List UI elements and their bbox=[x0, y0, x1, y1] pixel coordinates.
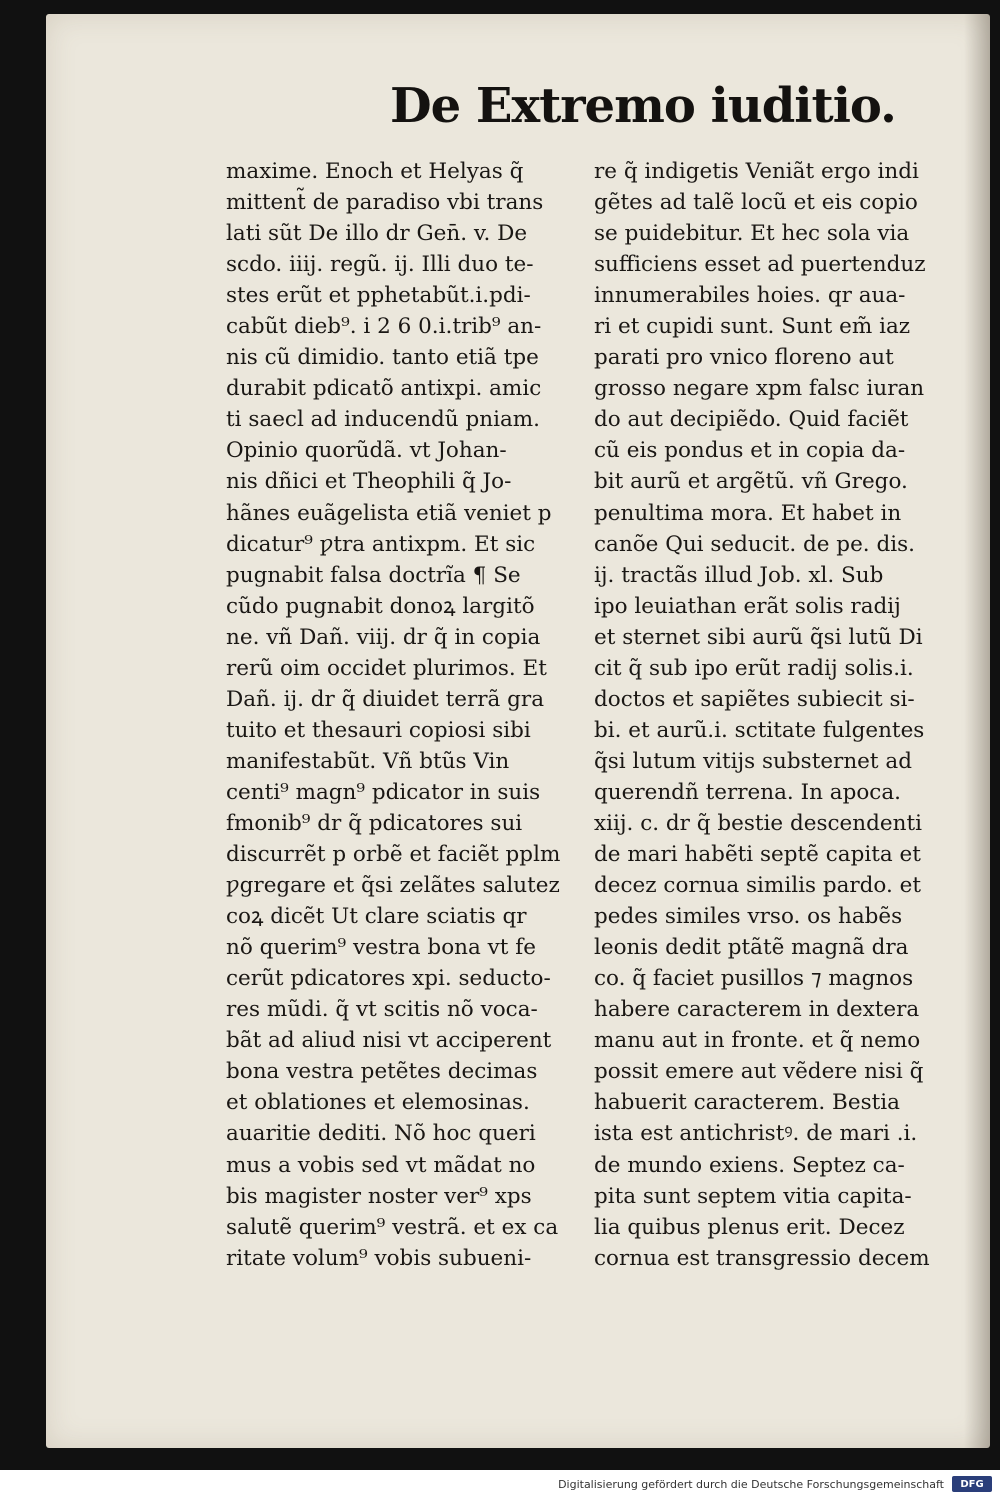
right-column-line: cũ eis pondus et in copia da- bbox=[594, 438, 906, 464]
left-column-line: maxime. Enoch et Helyas q̃ bbox=[226, 159, 524, 184]
left-column-line: lati sũt De illo dr Gen̄. v. De bbox=[226, 221, 528, 247]
right-column-line: pedes similes vrso. os habẽs bbox=[594, 904, 903, 930]
left-column-line: Opinio quorũdã. vt Johan- bbox=[226, 438, 507, 464]
right-column-line: bi. et aurũ.i. sctitate fulgentes bbox=[594, 717, 925, 743]
page-edge-shadow bbox=[964, 14, 990, 1448]
left-column-line: nis dñici et Theophili q̃ Jo- bbox=[226, 469, 512, 495]
right-column-line: q̃si lutum vitijs substernet ad bbox=[594, 748, 912, 774]
right-column-line: grosso negare xpm falsc iuran bbox=[594, 376, 925, 402]
right-column-line: de mundo exiens. Septez ca- bbox=[594, 1152, 905, 1178]
left-column-line: cabũt dieb⁹. i 2 6 0.i.trib⁹ an- bbox=[226, 314, 542, 340]
left-column-line: res mũdi. q̃ vt scitis nõ voca- bbox=[226, 997, 538, 1023]
right-column-line: habuerit caracterem. Bestia bbox=[594, 1090, 900, 1116]
right-column-line: decez cornua similis pardo. et bbox=[594, 873, 922, 899]
right-column-line: cit q̃ sub ipo erũt radij solis.i. bbox=[594, 655, 914, 681]
page-heading: De Extremo iuditio. bbox=[390, 78, 896, 134]
left-column-line: mus a vobis sed vt mãdat no bbox=[226, 1152, 536, 1178]
dfg-logo-text: DFG bbox=[960, 1478, 984, 1490]
right-column-line: penultima mora. Et habet in bbox=[594, 500, 902, 526]
right-column-line: ipo leuiathan erãt solis radij bbox=[594, 593, 901, 619]
right-column-line: possit emere aut vẽdere nisi q̃ bbox=[594, 1059, 924, 1085]
left-column-line: centi⁹ magn⁹ pdicator in suis bbox=[226, 779, 541, 805]
left-column-line: dicatur⁹ ƿtra antixpm. Et sic bbox=[226, 531, 536, 557]
right-column-line: canõe Qui seducit. de pe. dis. bbox=[594, 531, 915, 557]
right-column-line: ri et cupidi sunt. Sunt em̃ iaz bbox=[594, 314, 911, 340]
right-column-line: ij. tractãs illud Job. xl. Sub bbox=[594, 562, 884, 588]
left-column-line: Dañ. ij. dr q̃ diuidet terrã gra bbox=[226, 686, 545, 712]
left-column-line: durabit pdicatõ antixpi. amic bbox=[226, 376, 542, 402]
left-column-line: nõ querim⁹ vestra bona vt fe bbox=[226, 935, 536, 961]
left-column-line: auaritie dediti. Nõ hoc queri bbox=[226, 1121, 536, 1147]
right-column-line: se puidebitur. Et hec sola via bbox=[594, 221, 910, 247]
left-column-line: bis magister noster ver⁹ xps bbox=[226, 1183, 532, 1209]
left-column-line: et oblationes et elemosinas. bbox=[226, 1090, 530, 1116]
left-column-line: bãt ad aliud nisi vt acciperent bbox=[226, 1028, 552, 1054]
right-column-line: parati pro vnico floreno aut bbox=[594, 345, 894, 371]
left-column-line: cerũt pdicatores xpi. seducto- bbox=[226, 966, 551, 992]
right-column-line: xiij. c. dr q̃ bestie descendenti bbox=[594, 810, 922, 836]
left-column-line: ti saecl ad inducendũ pniam. bbox=[226, 407, 541, 433]
right-column-line: do aut decipiẽdo. Quid faciẽt bbox=[594, 407, 909, 433]
left-column-line: pugnabit falsa doctrĩa ¶ Se bbox=[226, 562, 521, 588]
right-column-line: et sternet sibi aurũ q̃si lutũ Di bbox=[594, 624, 923, 650]
footer-credit: Digitalisierung gefördert durch die Deutsche Forschungsgemeinschaft bbox=[558, 1478, 944, 1491]
right-text-column bbox=[594, 156, 964, 1274]
right-column-line: de mari habẽti septẽ capita et bbox=[594, 842, 921, 868]
right-column-line: habere caracterem in dextera bbox=[594, 997, 920, 1023]
left-column-line: cũdo pugnabit donoꝝ largitõ bbox=[226, 593, 535, 619]
left-column-line: ne. vñ Dañ. viij. dr q̃ in copia bbox=[226, 624, 541, 650]
left-text-column bbox=[226, 156, 578, 1274]
dfg-logo bbox=[952, 1476, 992, 1492]
left-column-line: manifestabũt. Vñ btũs Vin bbox=[226, 748, 510, 774]
left-column-line: tuito et thesauri copiosi sibi bbox=[226, 717, 531, 743]
left-column-line: discurrẽt p orbẽ et faciẽt pplm bbox=[226, 842, 561, 868]
left-column-line: ƿgregare et q̃si zelãtes salutez bbox=[226, 873, 560, 899]
right-column-line: doctos et sapiẽtes subiecit si- bbox=[594, 686, 915, 712]
right-column-line: manu aut in fronte. et q̃ nemo bbox=[594, 1028, 921, 1054]
right-column-line: cornua est transgressio decem bbox=[594, 1245, 930, 1271]
left-column-line: ritate volum⁹ vobis subueni- bbox=[226, 1245, 532, 1271]
left-column-line: mittent̃ de paradiso vbi trans bbox=[226, 190, 544, 216]
right-column-line: co. q̃ faciet pusillos ⁊ magnos bbox=[594, 966, 914, 992]
left-column-line: salutẽ querim⁹ vestrã. et ex ca bbox=[226, 1214, 559, 1240]
right-column-line: lia quibus plenus erit. Decez bbox=[594, 1214, 905, 1240]
left-column-line: scdo. iiij. regũ. ij. Illi duo te- bbox=[226, 252, 534, 278]
right-column-line: gẽtes ad talẽ locũ et eis copio bbox=[594, 190, 918, 216]
right-column-line: sufficiens esset ad puertenduz bbox=[594, 252, 926, 278]
left-column-line: coꝝ dicẽt Ut clare sciatis qr bbox=[226, 904, 527, 930]
right-column-line: ista est antichristꝰ. de mari .i. bbox=[594, 1121, 918, 1147]
right-column-line: pita sunt septem vitia capita- bbox=[594, 1183, 912, 1209]
left-column-line: nis cũ dimidio. tanto etiã tpe bbox=[226, 345, 539, 371]
footer-bar bbox=[0, 1470, 1000, 1499]
left-column-line: stes erũt et pphetabũt.i.pdi- bbox=[226, 283, 531, 309]
left-column-line: bona vestra petẽtes decimas bbox=[226, 1059, 538, 1085]
right-column-line: querendñ terrena. In apoca. bbox=[594, 779, 901, 805]
right-column-line: leonis dedit ptãtẽ magnã dra bbox=[594, 935, 909, 961]
left-column-line: rerũ oim occidet plurimos. Et bbox=[226, 655, 547, 681]
right-column-line: innumerabiles hoies. qr aua- bbox=[594, 283, 906, 309]
right-column-line: bit aurũ et argẽtũ. vñ Grego. bbox=[594, 469, 908, 495]
right-column-line: re q̃ indigetis Veniãt ergo indi bbox=[594, 159, 919, 184]
left-column-line: fmonib⁹ dr q̃ pdicatores sui bbox=[226, 810, 523, 836]
left-column-line: hãnes euãgelista etiã veniet p bbox=[226, 500, 552, 526]
